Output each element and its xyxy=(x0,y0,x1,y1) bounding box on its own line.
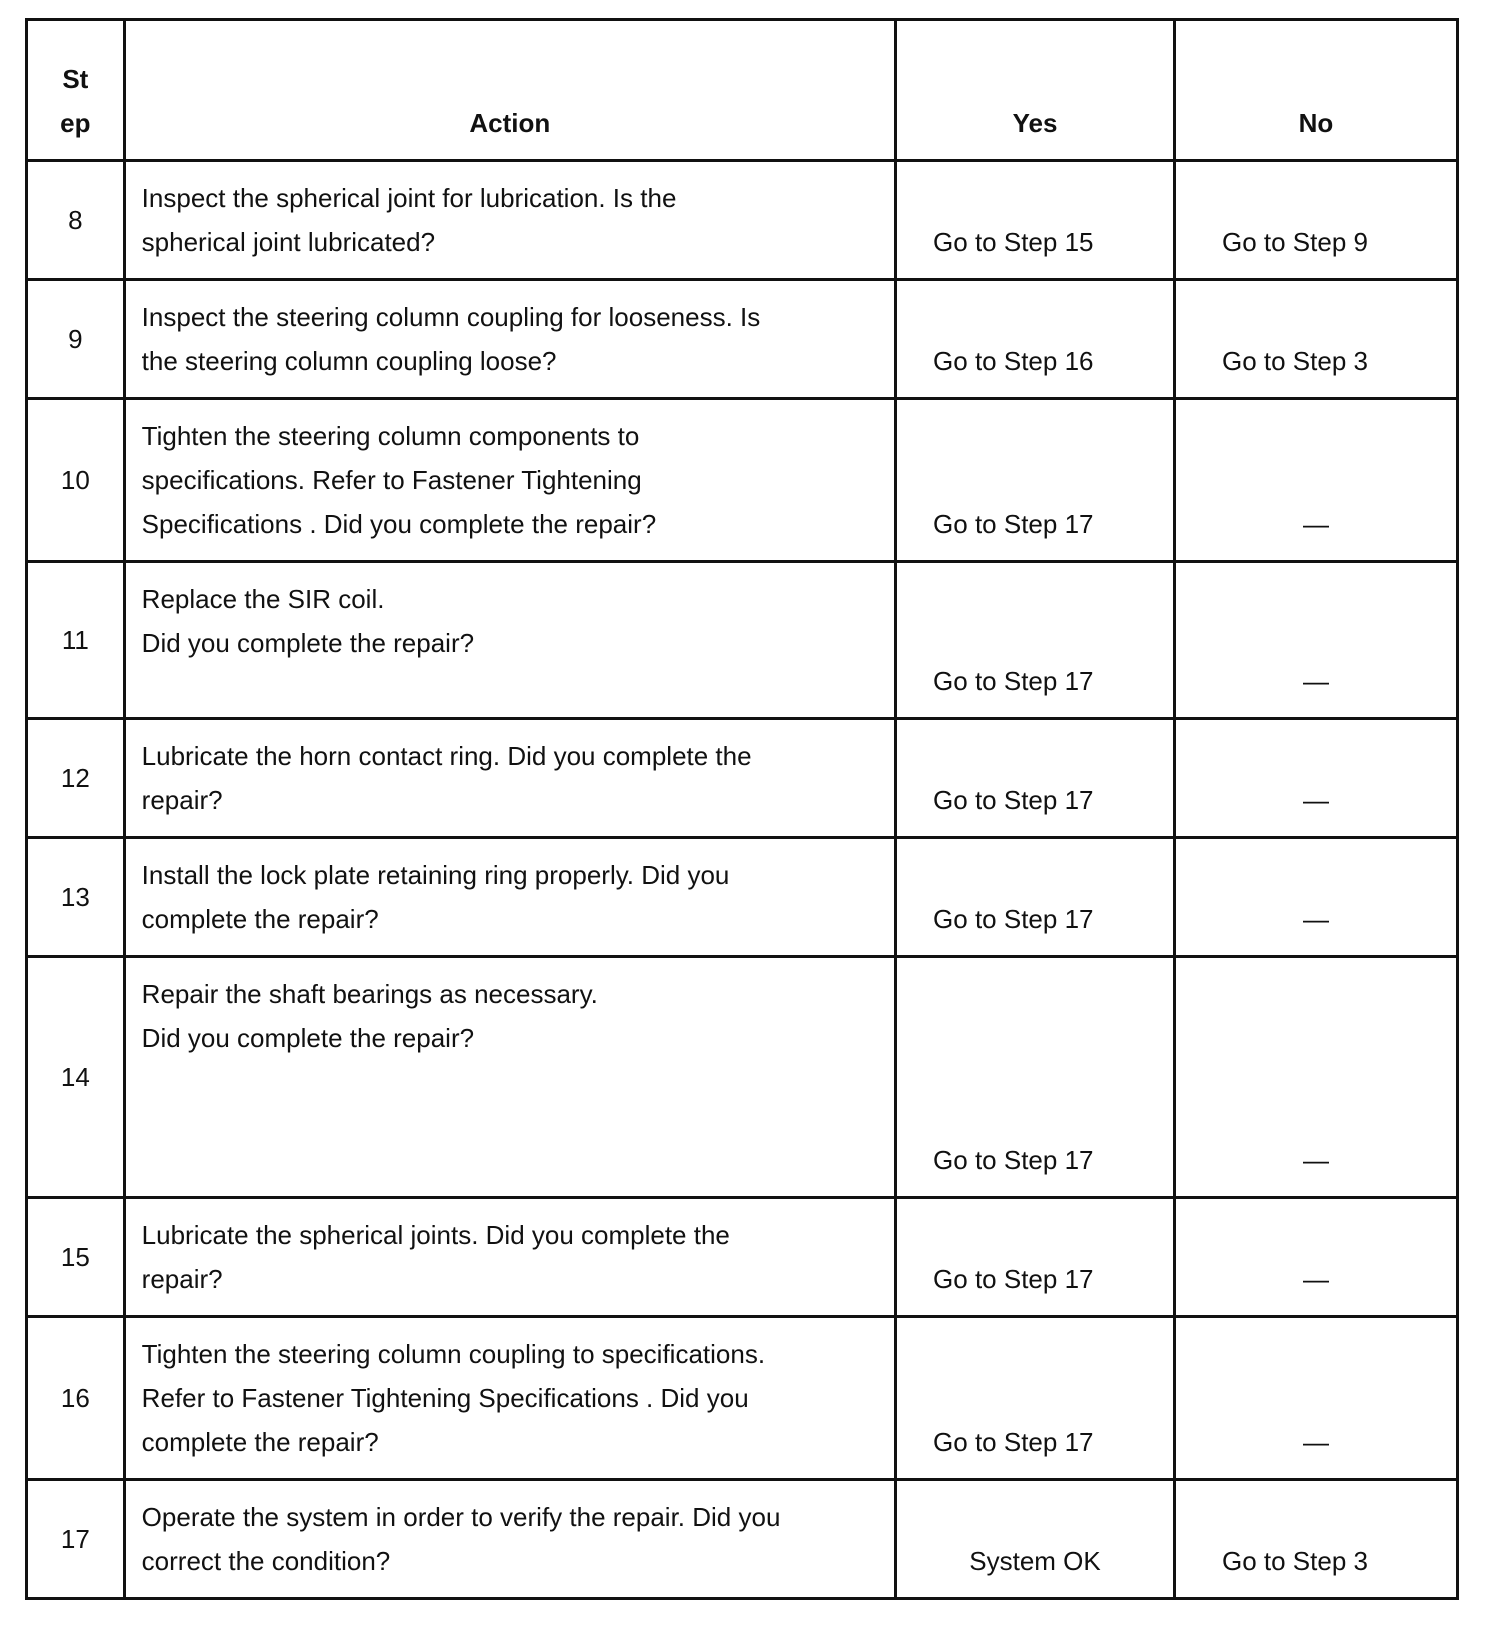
yes-result: Go to Step 17 xyxy=(896,399,1175,562)
action-cell xyxy=(124,719,895,838)
table-row xyxy=(27,562,1458,719)
table-row xyxy=(27,957,1458,1198)
action-text-line: Replace the SIR coil. xyxy=(141,584,385,614)
step-number: 9 xyxy=(27,280,125,399)
action-text-line: Operate the system in order to verify the repair. Did you xyxy=(141,1502,781,1532)
header-yes: Yes xyxy=(896,20,1175,161)
header-step-line2: ep xyxy=(60,108,91,138)
step-number: 17 xyxy=(27,1480,125,1599)
table-row xyxy=(27,838,1458,957)
step-number: 8 xyxy=(27,161,125,280)
action-text-line: repair? xyxy=(141,785,223,815)
step-number: 10 xyxy=(27,399,125,562)
step-number: 12 xyxy=(27,719,125,838)
no-result: — xyxy=(1174,719,1457,838)
no-result: — xyxy=(1174,562,1457,719)
yes-result: Go to Step 17 xyxy=(896,719,1175,838)
action-text-line: Tighten the steering column components to xyxy=(141,421,640,451)
action-cell xyxy=(124,399,895,562)
action-cell xyxy=(124,280,895,399)
action-text-line: Install the lock plate retaining ring properly. Did you xyxy=(141,860,730,890)
action-cell xyxy=(124,838,895,957)
table-row xyxy=(27,719,1458,838)
yes-result: Go to Step 17 xyxy=(896,957,1175,1198)
action-cell xyxy=(124,1317,895,1480)
yes-result: Go to Step 17 xyxy=(896,1198,1175,1317)
action-text-line: Inspect the spherical joint for lubrication. Is the xyxy=(141,183,677,213)
step-number: 11 xyxy=(27,562,125,719)
action-text-line: the steering column coupling loose? xyxy=(141,346,557,376)
action-text-line: spherical joint lubricated? xyxy=(141,227,436,257)
yes-result: Go to Step 15 xyxy=(896,161,1175,280)
table-header-row xyxy=(27,20,1458,161)
table-row xyxy=(27,280,1458,399)
action-cell xyxy=(124,957,895,1198)
no-result: Go to Step 3 xyxy=(1174,1480,1457,1599)
header-step xyxy=(27,20,125,161)
action-text-line: Repair the shaft bearings as necessary. xyxy=(141,979,598,1009)
yes-result: Go to Step 17 xyxy=(896,1317,1175,1480)
step-number: 14 xyxy=(27,957,125,1198)
action-text-line: Lubricate the spherical joints. Did you complete the xyxy=(141,1220,730,1250)
table-row xyxy=(27,399,1458,562)
no-result: — xyxy=(1174,399,1457,562)
no-result: — xyxy=(1174,1317,1457,1480)
action-text-line: Refer to Fastener Tightening Specifications . Did you xyxy=(141,1383,749,1413)
yes-result: System OK xyxy=(896,1480,1175,1599)
action-text-line: Did you complete the repair? xyxy=(141,628,475,658)
yes-result: Go to Step 16 xyxy=(896,280,1175,399)
header-step-line1: St xyxy=(62,64,89,94)
action-cell xyxy=(124,562,895,719)
action-text-line: Did you complete the repair? xyxy=(141,1023,475,1053)
table-row xyxy=(27,1317,1458,1480)
table-row xyxy=(27,1480,1458,1599)
step-number: 15 xyxy=(27,1198,125,1317)
diagnostic-table xyxy=(25,18,1459,1600)
no-result: — xyxy=(1174,957,1457,1198)
yes-result: Go to Step 17 xyxy=(896,838,1175,957)
table-row xyxy=(27,161,1458,280)
step-number: 16 xyxy=(27,1317,125,1480)
action-cell xyxy=(124,1480,895,1599)
action-text-line: repair? xyxy=(141,1264,223,1294)
header-action: Action xyxy=(124,20,895,161)
action-cell xyxy=(124,161,895,280)
action-text-line: Tighten the steering column coupling to specifications. xyxy=(141,1339,766,1369)
no-result: Go to Step 9 xyxy=(1174,161,1457,280)
action-text-line: Specifications . Did you complete the repair? xyxy=(141,509,657,539)
no-result: — xyxy=(1174,1198,1457,1317)
yes-result: Go to Step 17 xyxy=(896,562,1175,719)
action-text-line: complete the repair? xyxy=(141,904,379,934)
action-text-line: complete the repair? xyxy=(141,1427,379,1457)
step-number: 13 xyxy=(27,838,125,957)
action-text-line: Inspect the steering column coupling for looseness. Is xyxy=(141,302,761,332)
no-result: — xyxy=(1174,838,1457,957)
action-cell xyxy=(124,1198,895,1317)
no-result: Go to Step 3 xyxy=(1174,280,1457,399)
table-row xyxy=(27,1198,1458,1317)
action-text-line: specifications. Refer to Fastener Tightening xyxy=(141,465,642,495)
header-no: No xyxy=(1174,20,1457,161)
action-text-line: correct the condition? xyxy=(141,1546,391,1576)
action-text-line: Lubricate the horn contact ring. Did you complete the xyxy=(141,741,752,771)
